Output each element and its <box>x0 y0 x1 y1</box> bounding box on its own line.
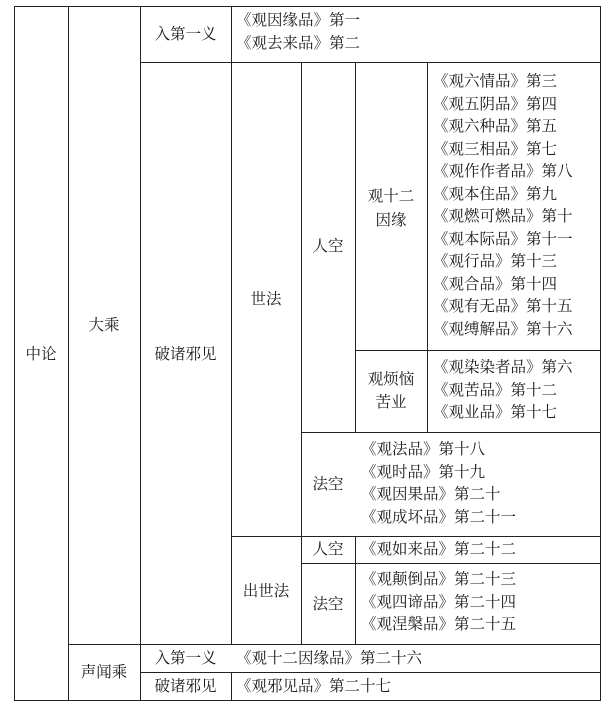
twelve-links-label: 观十二 因缘 <box>367 187 415 229</box>
supramundane-label: 出世法 <box>242 582 290 600</box>
chapter-item: 《观本际品》第十一 <box>433 229 573 248</box>
chapter-item: 《观法品》第十八 <box>361 440 486 458</box>
chapter-item: 《观六情品》第三 <box>433 72 558 90</box>
rule <box>301 563 601 564</box>
chapter-item: 《观苦品》第十二 <box>433 380 558 399</box>
chapter-item: 《观燃可燃品》第十 <box>433 207 573 225</box>
rule <box>231 62 232 645</box>
affliction-items <box>433 356 573 424</box>
chapter-item: 《观涅槃品》第二十五 <box>361 615 517 633</box>
chapter-item: 《观时品》第十九 <box>361 462 486 481</box>
twelve-links-items <box>433 70 573 340</box>
chapter-item: 《观缚解品》第十六 <box>433 319 573 338</box>
affliction-label: 观烦恼 苦业 <box>367 370 415 411</box>
worldly-label: 世法 <box>250 290 282 308</box>
chapter-item: 《观本住品》第九 <box>433 184 558 203</box>
person-empty-label: 人空 <box>312 237 344 255</box>
enter-first-items <box>236 9 360 54</box>
rule-top <box>14 6 601 7</box>
supra-dharma-empty-label: 法空 <box>312 595 344 613</box>
rule <box>140 62 601 63</box>
sravaka-refute-label: 破诸邪见 <box>154 677 217 695</box>
rule <box>231 672 232 701</box>
chapter-item: 《观邪见品》第二十七 <box>236 677 392 695</box>
chapter-item: 《观因缘品》第一 <box>236 11 361 29</box>
chapter-item: 《观有无品》第十五 <box>433 297 573 315</box>
chapter-item: 《观颠倒品》第二十三 <box>361 570 517 588</box>
rule <box>68 6 69 701</box>
chapter-item: 《观成坏品》第二十一 <box>361 507 517 526</box>
chapter-item: 《观五阴品》第四 <box>433 94 558 113</box>
sravaka-enter-first-label: 入第一义 <box>154 649 217 667</box>
rule <box>355 350 601 351</box>
rule <box>231 6 232 63</box>
chapter-item: 《观四谛品》第二十四 <box>361 592 517 611</box>
rule <box>301 432 601 433</box>
chapter-item: 《观作作者品》第八 <box>433 162 573 180</box>
mahayana-enter-first-label: 入第一义 <box>154 25 217 43</box>
rule <box>231 536 601 537</box>
mahayana-refute-label: 破诸邪见 <box>154 345 217 363</box>
rule-right <box>600 6 601 701</box>
chapter-item: 《观去来品》第二 <box>236 33 361 52</box>
rule <box>140 672 601 673</box>
chapter-item: 《观合品》第十四 <box>433 274 558 293</box>
chapter-item: 《观染染者品》第六 <box>433 358 573 376</box>
chapter-item: 《观如来品》第二十二 <box>361 540 517 558</box>
mahayana-label: 大乘 <box>88 316 120 334</box>
chapter-item: 《观十二因缘品》第二十六 <box>236 649 423 667</box>
chapter-item: 《观行品》第十三 <box>433 252 558 270</box>
chapter-item: 《观因果品》第二十 <box>361 485 501 503</box>
dharma-empty-items <box>361 438 516 528</box>
dharma-empty-label: 法空 <box>312 475 344 493</box>
sravaka-label: 声闻乘 <box>80 663 128 681</box>
rule <box>355 536 356 645</box>
root-label: 中论 <box>25 345 57 363</box>
rule <box>427 62 428 433</box>
supra-person-empty-label: 人空 <box>312 540 344 558</box>
chapter-item: 《观六种品》第五 <box>433 117 558 135</box>
chapter-item: 《观业品》第十七 <box>433 403 558 421</box>
rule-bottom <box>14 700 601 701</box>
supra-dharma-items <box>361 568 516 636</box>
chapter-item: 《观三相品》第七 <box>433 139 558 158</box>
rule <box>68 644 601 645</box>
